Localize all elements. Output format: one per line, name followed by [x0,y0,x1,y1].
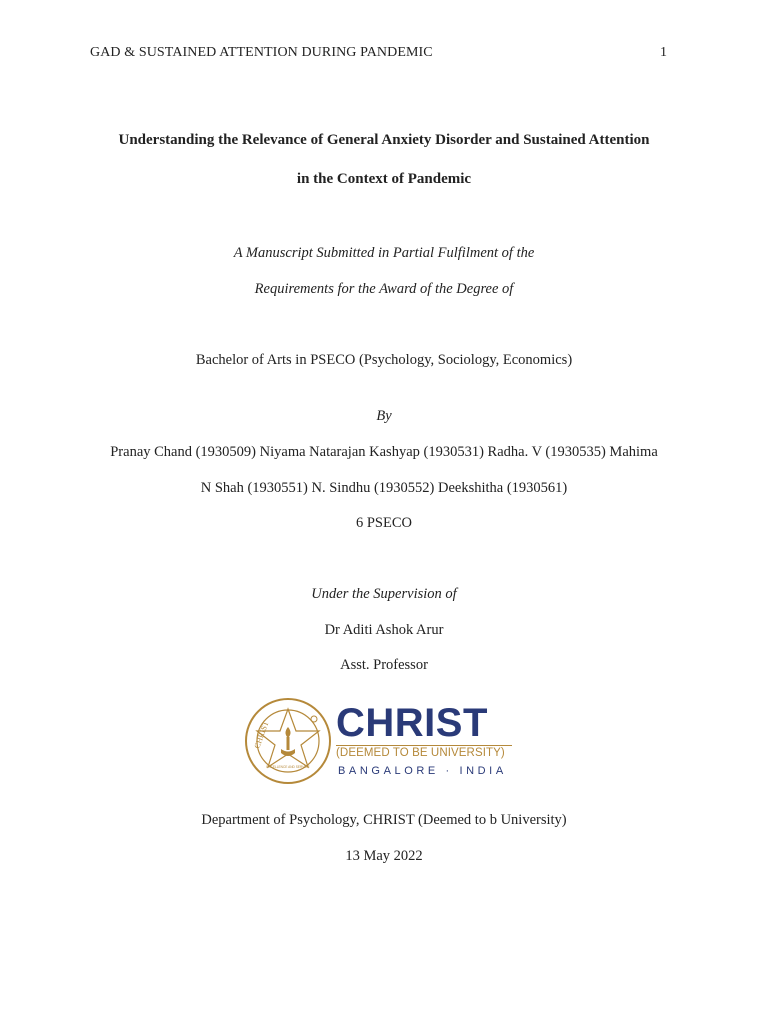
university-name: CHRIST [336,701,488,745]
university-logo [244,697,519,787]
page-number: 1 [660,45,667,60]
submission-date: 13 May 2022 [345,848,423,864]
department: Department of Psychology, CHRIST (Deemed to b University) [201,812,567,828]
submission-line-2: Requirements for the Award of the Degree of [254,281,514,297]
degree: Bachelor of Arts in PSECO (Psychology, Sociology, Economics) [195,352,573,368]
by-label: By [376,408,392,424]
supervision-label: Under the Supervision of [311,586,457,602]
university-location: BANGALORE · INDIA [338,765,507,777]
title-line-2: in the Context of Pandemic [296,171,472,187]
seal-text-top: CHRIST [252,719,271,750]
seal-text-bottom: EXCELLENCE AND SERVICE [266,765,310,769]
authors-line-2: N Shah (1930551) N. Sindhu (1930552) Deekshitha (1930561) [200,480,568,496]
supervisor-designation: Asst. Professor [340,657,428,673]
supervisor-name: Dr Aditi Ashok Arur [324,622,444,638]
class-section: 6 PSECO [355,515,412,531]
submission-line-1: A Manuscript Submitted in Partial Fulfilment of the [233,245,535,261]
running-head: GAD & SUSTAINED ATTENTION DURING PANDEMIC [90,45,433,60]
authors-line-1: Pranay Chand (1930509) Niyama Natarajan Kashyap (1930531) Radha. V (1930535) Mahima [110,444,658,460]
university-seal-icon [244,697,332,785]
university-subtitle: (DEEMED TO BE UNIVERSITY) [336,745,512,759]
title-line-1: Understanding the Relevance of General Anxiety Disorder and Sustained Attention [118,132,650,148]
